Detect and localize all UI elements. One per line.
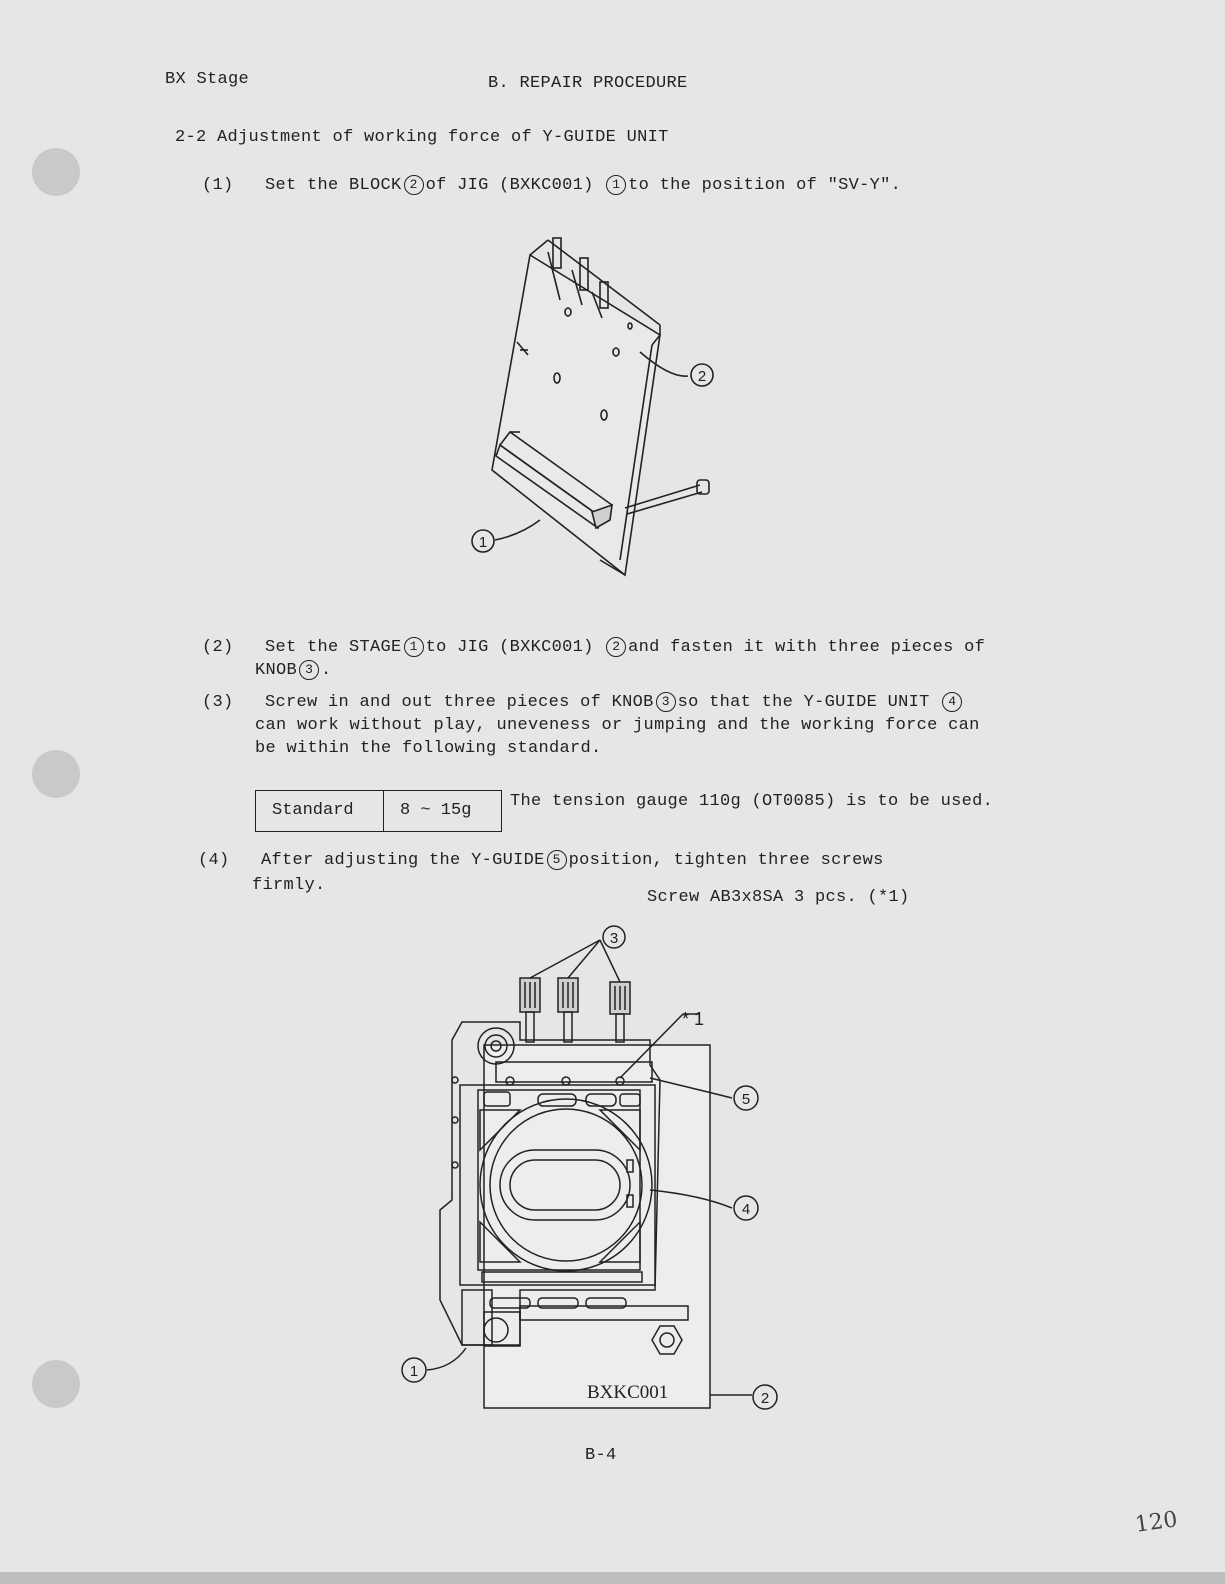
step-3-text-a: Screw in and out three pieces of KNOB: [265, 693, 654, 712]
callout-circle: 3: [299, 660, 319, 680]
header-left: BX Stage: [165, 70, 250, 89]
callout-circle: 1: [404, 637, 424, 657]
figure2-callout-3: 3: [609, 930, 619, 947]
step-1-text-b: of JIG (BXKC001): [425, 176, 594, 195]
screw-spec: Screw AB3x8SA 3 pcs. (*1): [647, 888, 910, 907]
handwritten-page-number: 120: [1133, 1507, 1180, 1538]
step-3-text-b: so that the Y-GUIDE UNIT: [677, 693, 930, 712]
callout-circle: 3: [656, 692, 676, 712]
figure1-callout-1: 1: [478, 534, 488, 551]
callout-circle: 2: [606, 637, 626, 657]
jig-label: BXKC001: [587, 1382, 669, 1403]
step-3-line-2: can work without play, uneveness or jumping and the working force can: [255, 716, 980, 735]
step-2-text-e: .: [321, 661, 332, 680]
step-1-number: (1): [202, 176, 234, 195]
step-2-text-b: to JIG (BXKC001): [425, 638, 594, 657]
figure2-callout-2: 2: [760, 1390, 770, 1407]
step-3-number: (3): [202, 693, 234, 712]
standard-value: 8 ~ 15g: [400, 801, 472, 820]
callout-circle: 4: [942, 692, 962, 712]
step-1-text-c: to the position of "SV-Y".: [628, 176, 902, 195]
page-number: B-4: [585, 1446, 617, 1465]
step-4-line-2: firmly.: [252, 876, 326, 895]
step-3-line-3: be within the following standard.: [255, 739, 602, 758]
step-1-text-a: Set the BLOCK: [265, 176, 402, 195]
figure2-callout-5: 5: [741, 1091, 751, 1108]
callout-circle: 1: [606, 175, 626, 195]
step-2-text-c: and fasten it with three pieces of: [628, 638, 986, 657]
callout-circle: 5: [547, 850, 567, 870]
callout-circle: 2: [404, 175, 424, 195]
step-4-text-b: position, tighten three screws: [568, 851, 884, 870]
figure2-star-label: * 1: [682, 1009, 705, 1029]
step-4-text-a: After adjusting the Y-GUIDE: [261, 851, 545, 870]
section-title: 2-2 Adjustment of working force of Y-GUIDE UNIT: [175, 128, 669, 147]
header-center: B. REPAIR PROCEDURE: [488, 74, 688, 93]
figure2-callout-1: 1: [409, 1363, 419, 1380]
standard-note: The tension gauge 110g (OT0085) is to be used.: [510, 792, 994, 811]
scan-edge: [0, 1572, 1225, 1584]
step-4-number: (4): [198, 851, 230, 870]
figure2-callout-4: 4: [741, 1201, 751, 1218]
step-2-text-d: KNOB: [255, 661, 298, 680]
step-2-text-a: Set the STAGE: [265, 638, 402, 657]
figure1-callout-2: 2: [697, 368, 707, 385]
step-2-number: (2): [202, 638, 234, 657]
standard-label: Standard: [256, 791, 384, 831]
